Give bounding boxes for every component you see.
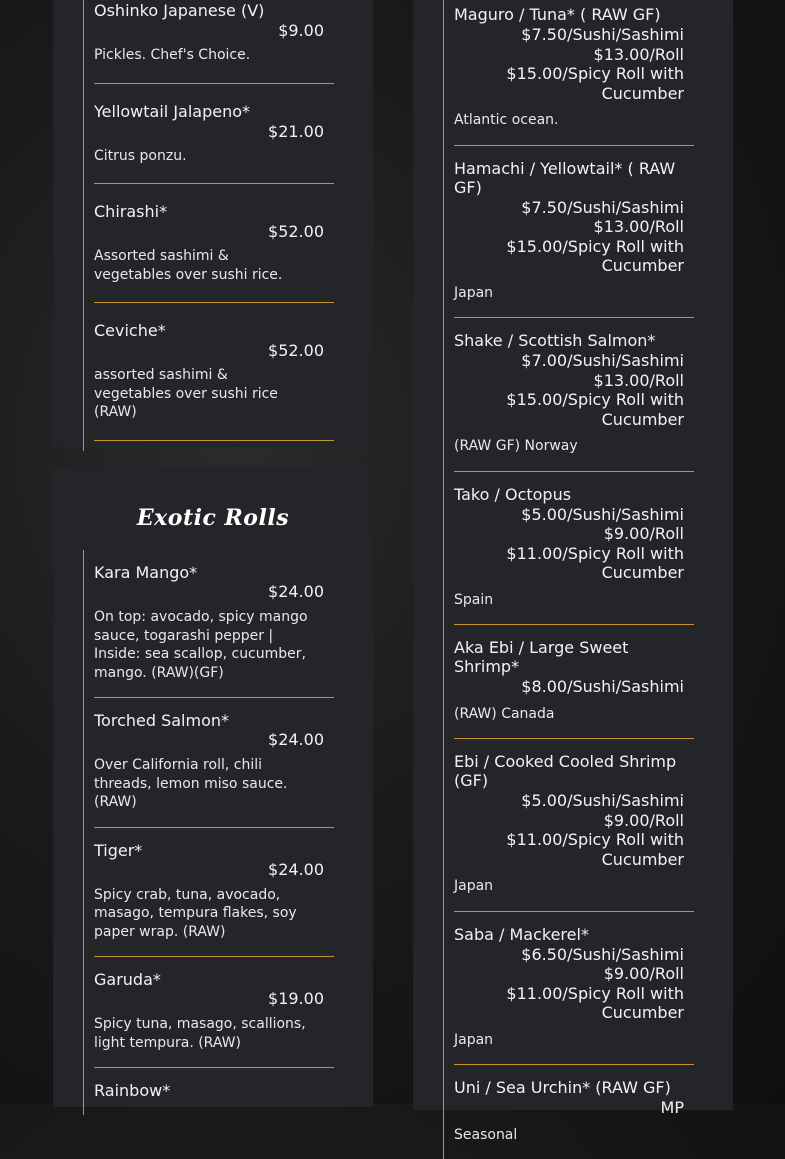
- price-sushi: $7.00/Sushi/Sashimi: [521, 351, 684, 370]
- item-prices: [454, 351, 694, 429]
- item-prices: [454, 677, 694, 697]
- item-prices: [454, 791, 694, 869]
- price-sushi: $7.50/Sushi/Sashimi: [521, 25, 684, 44]
- item-price: $9.00: [278, 21, 324, 40]
- item-description: Assorted sashimi & vegetables over sushi rice.: [94, 248, 283, 283]
- item-name: Oshinko Japanese (V): [94, 1, 265, 20]
- item-prices: [454, 1098, 694, 1118]
- menu-item: [94, 550, 334, 698]
- price-spicy-roll: $11.00/Spicy Roll with Cucumber: [506, 983, 684, 1022]
- item-prices: [454, 505, 694, 583]
- item-prices: [454, 198, 694, 276]
- menu-item: [454, 625, 694, 739]
- item-origin: Spain: [454, 591, 494, 608]
- price-spicy-roll: $15.00/Spicy Roll with Cucumber: [506, 64, 684, 103]
- item-origin: Japan: [454, 284, 494, 301]
- item-prices: [454, 945, 694, 1023]
- price-sushi: $6.50/Sushi/Sashimi: [521, 944, 684, 964]
- item-origin: Seasonal: [454, 1126, 518, 1143]
- price-sushi: $7.50/Sushi/Sashimi: [521, 197, 684, 217]
- menu-item: [454, 739, 694, 912]
- sushi-sashimi-panel: [413, 0, 733, 1143]
- price-spicy-roll: $15.00/Spicy Roll with Cucumber: [506, 390, 684, 429]
- item-name: Ceviche*: [94, 321, 166, 340]
- exotic-rolls-panel: [53, 467, 373, 1107]
- item-description: Over California roll, chili threads, lemon miso sauce. (RAW): [94, 757, 288, 810]
- item-price: $24.00: [268, 730, 324, 749]
- price-sushi: $5.00/Sushi/Sashimi: [521, 504, 684, 524]
- item-name: Maguro / Tuna* ( RAW GF): [454, 5, 661, 24]
- item-name: Hamachi / Yellowtail* ( RAW GF): [454, 158, 676, 197]
- section-title: Exotic Rolls: [136, 505, 290, 531]
- item-name: Rainbow*: [94, 1081, 171, 1100]
- item-name: Kara Mango*: [94, 563, 198, 582]
- price-roll: $9.00/Roll: [603, 964, 684, 983]
- menu-item: [454, 318, 694, 472]
- item-prices: [454, 25, 694, 103]
- item-description: assorted sashimi & vegetables over sushi rice (RAW): [94, 367, 278, 420]
- menu-item: [94, 1068, 334, 1115]
- price-roll: $13.00/Roll: [593, 44, 684, 64]
- item-price: $24.00: [268, 582, 324, 601]
- price-sushi: $5.00/Sushi/Sashimi: [521, 791, 684, 810]
- item-description: Spicy crab, tuna, avocado, masago, tempura flakes, soy paper wrap. (RAW): [94, 886, 297, 940]
- item-name: Ebi / Cooked Cooled Shrimp (GF): [454, 752, 677, 790]
- price-spicy-roll: $15.00/Spicy Roll with Cucumber: [506, 236, 684, 275]
- menu-item: [94, 321, 334, 441]
- price-roll: $9.00/Roll: [603, 810, 684, 830]
- item-price: $24.00: [268, 859, 324, 879]
- menu-item: [94, 957, 334, 1068]
- menu-item: [94, 0, 334, 84]
- item-name: Uni / Sea Urchin* (RAW GF): [454, 1078, 671, 1097]
- item-price: $52.00: [268, 222, 324, 241]
- item-description: Pickles. Chef's Choice.: [94, 47, 251, 63]
- price-roll: $13.00/Roll: [593, 217, 684, 236]
- item-name: Chirashi*: [94, 202, 168, 221]
- item-description: Spicy tuna, masago, scallions, light tempura. (RAW): [94, 1016, 306, 1051]
- item-origin: Japan: [454, 1031, 494, 1048]
- item-origin: Atlantic ocean.: [454, 112, 559, 128]
- menu-item: [454, 472, 694, 626]
- item-name: Garuda*: [94, 970, 161, 989]
- price-roll: $9.00/Roll: [603, 524, 684, 543]
- menu-item: [94, 202, 334, 303]
- item-origin: Japan: [454, 878, 494, 894]
- menu-item: [94, 698, 334, 828]
- item-description: On top: avocado, spicy mango sauce, togarashi pepper | Inside: sea scallop, cucumber, mango. (RAW)(GF): [94, 609, 308, 681]
- menu-panel-top: [53, 0, 373, 447]
- menu-item: [454, 912, 694, 1066]
- menu-item: [454, 0, 694, 146]
- item-price: $19.00: [268, 989, 324, 1008]
- item-description: Citrus ponzu.: [94, 147, 187, 164]
- item-name: Shake / Scottish Salmon*: [454, 331, 656, 350]
- menu-list: [443, 0, 694, 1159]
- item-name: Yellowtail Jalapeno*: [94, 101, 251, 121]
- price-spicy-roll: $11.00/Spicy Roll with Cucumber: [506, 543, 684, 582]
- price-spicy-roll: $11.00/Spicy Roll with Cucumber: [506, 830, 684, 869]
- menu-list: [83, 550, 334, 1115]
- menu-item: [454, 1065, 694, 1159]
- item-name: Tako / Octopus: [454, 484, 572, 504]
- price-market: MP: [660, 1098, 684, 1117]
- item-name: Tiger*: [94, 840, 143, 860]
- price-roll: $13.00/Roll: [593, 370, 684, 390]
- menu-item: [94, 828, 334, 958]
- item-origin: (RAW GF) Norway: [454, 438, 578, 454]
- item-name: Saba / Mackerel*: [454, 924, 589, 944]
- item-origin: (RAW) Canada: [454, 705, 555, 722]
- menu-list: [83, 0, 334, 451]
- item-price: $52.00: [268, 341, 324, 360]
- price-sushi: $8.00/Sushi/Sashimi: [521, 677, 684, 696]
- menu-item: [94, 102, 334, 185]
- item-price: $21.00: [268, 121, 324, 141]
- item-name: Aka Ebi / Large Sweet Shrimp*: [454, 638, 629, 676]
- item-name: Torched Salmon*: [94, 711, 230, 730]
- menu-item: [454, 146, 694, 319]
